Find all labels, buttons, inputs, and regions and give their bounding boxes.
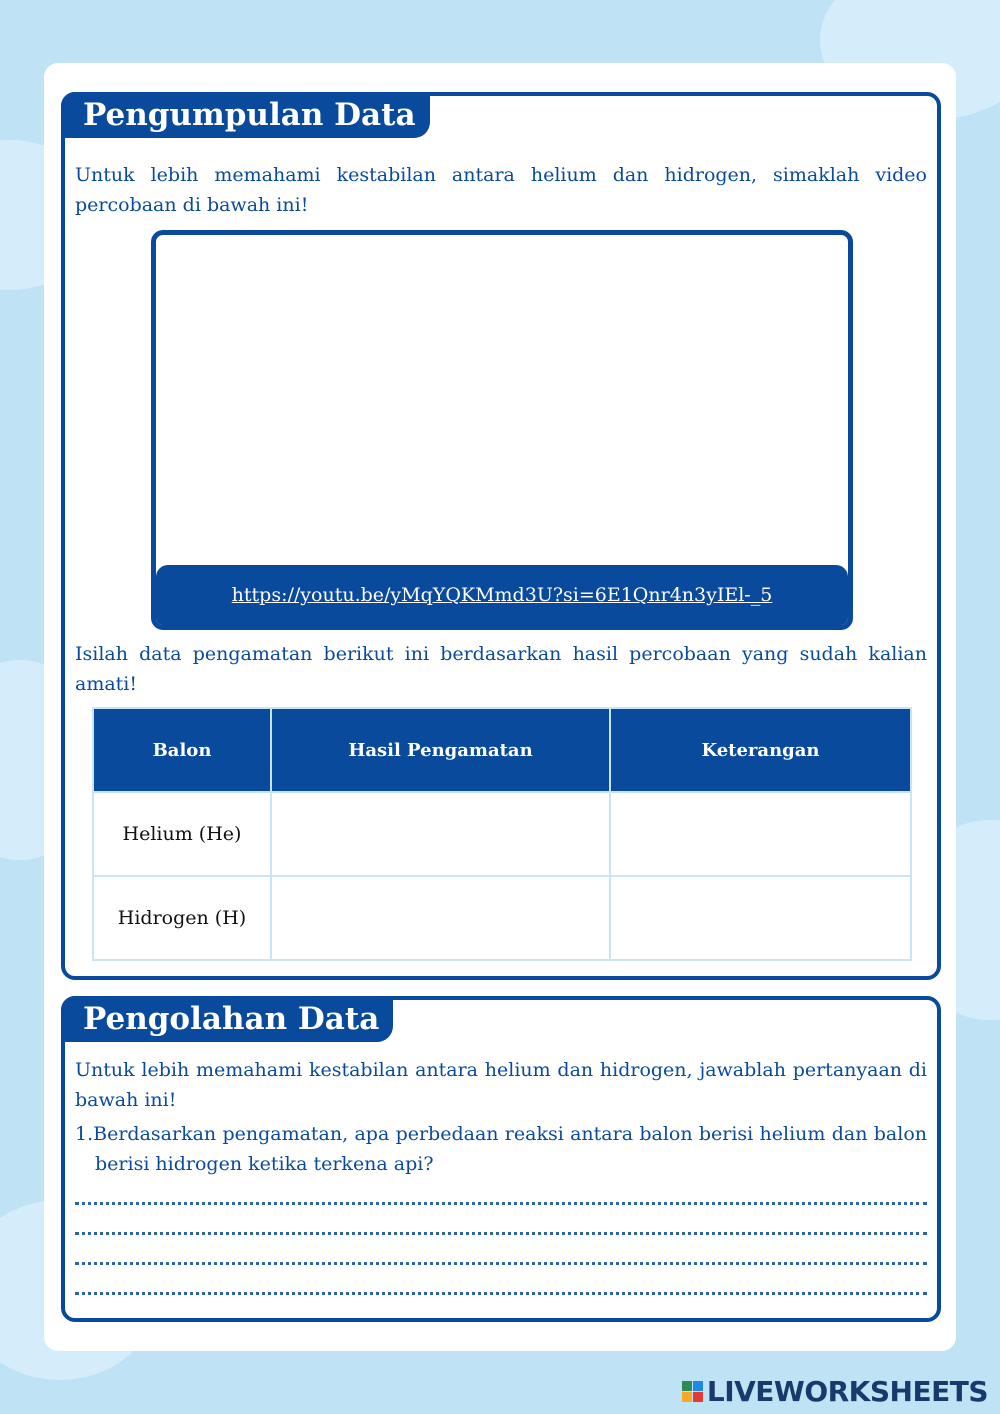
answer-line-3[interactable] — [75, 1260, 927, 1265]
table-row — [93, 792, 911, 876]
answer-line-4[interactable] — [75, 1290, 927, 1295]
cell-balon-helium: Helium (He) — [93, 792, 271, 876]
logo-text: LIVEWORKSHEETS — [706, 1374, 988, 1408]
input-keterangan-hidrogen[interactable] — [610, 876, 911, 960]
cell-balon-hidrogen: Hidrogen (H) — [93, 876, 271, 960]
observation-table — [92, 707, 912, 961]
header-hasil-pengamatan: Hasil Pengamatan — [271, 708, 610, 792]
section-title-data-collection: Pengumpulan Data — [61, 92, 430, 138]
liveworksheets-logo — [682, 1376, 988, 1406]
input-hasil-hidrogen[interactable] — [271, 876, 610, 960]
input-keterangan-helium[interactable] — [610, 792, 911, 876]
instruction-paragraph: Isilah data pengamatan berikut ini berdasarkan hasil percobaan yang sudah kalian amati! — [75, 643, 927, 695]
data-collection-panel — [61, 92, 941, 980]
header-keterangan: Keterangan — [610, 708, 911, 792]
data-processing-panel — [61, 996, 941, 1322]
answer-line-2[interactable] — [75, 1230, 927, 1235]
video-frame[interactable] — [151, 230, 853, 630]
intro-paragraph: Untuk lebih memahami kestabilan antara helium dan hidrogen, simaklah video percobaan di bawah ini! — [75, 164, 927, 216]
intro-paragraph-2: Untuk lebih memahami kestabilan antara helium dan hidrogen, jawablah pertanyaan di bawah ini! — [75, 1059, 927, 1111]
video-link-bar — [156, 565, 848, 625]
question-1: 1.Berdasarkan pengamatan, apa perbedaan reaksi antara balon berisi helium dan balon berisi hidrogen ketika terkena api? — [75, 1123, 927, 1175]
input-hasil-helium[interactable] — [271, 792, 610, 876]
liveworksheets-logo-icon — [682, 1381, 703, 1402]
table-header-row — [93, 708, 911, 792]
answer-line-1[interactable] — [75, 1200, 927, 1205]
header-balon: Balon — [93, 708, 271, 792]
video-link[interactable]: https://youtu.be/yMqYQKMmd3U?si=6E1Qnr4n3yIEl-_5 — [231, 584, 773, 606]
table-row — [93, 876, 911, 960]
section-title-data-processing: Pengolahan Data — [61, 996, 393, 1042]
